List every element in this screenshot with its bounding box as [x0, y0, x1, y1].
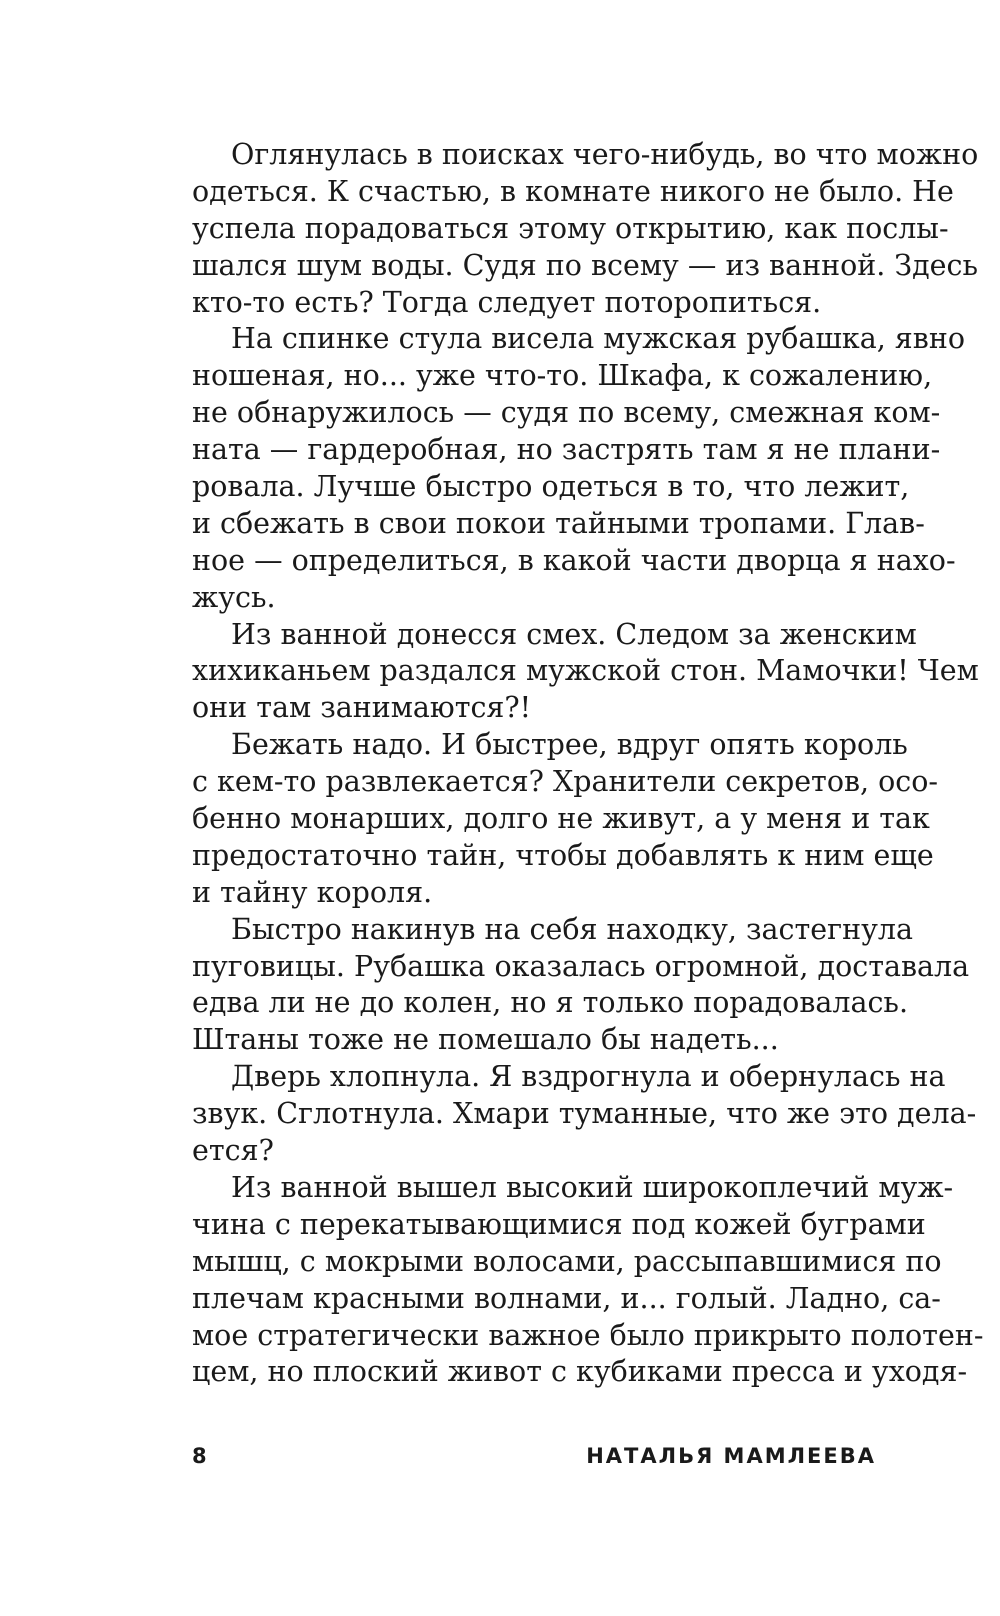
- text-line: Дверь хлопнула. Я вздрогнула и обернулась на: [231, 1060, 946, 1094]
- text-line: бенно монарших, долго не живут, а у меня и так: [192, 802, 930, 836]
- text-line: ется?: [192, 1134, 274, 1168]
- text-line: и тайну короля.: [192, 875, 433, 909]
- text-line: Быстро накинув на себя находку, застегнула: [231, 912, 913, 946]
- text-line: ношеная, но... уже что-то. Шкафа, к сожалению,: [192, 359, 933, 393]
- text-line: мышц, с мокрыми волосами, рассыпавшимися по: [192, 1244, 942, 1278]
- text-line: хихиканьем раздался мужской стон. Мамочки! Чем: [192, 654, 979, 688]
- text-line: ровала. Лучше быстро одеться в то, что лежит,: [192, 470, 910, 504]
- text-line: Оглянулась в поисках чего-нибудь, во что можно: [231, 138, 979, 171]
- text-line: они там занимаются?!: [192, 691, 532, 725]
- text-line: не обнаружилось — судя по всему, смежная ком-: [192, 396, 941, 430]
- text-line: Из ванной донесся смех. Следом за женским: [231, 617, 917, 651]
- text-line: жусь.: [192, 580, 276, 614]
- paragraph: [192, 912, 970, 1060]
- text-line: успела порадоваться этому открытию, как послы-: [192, 211, 949, 245]
- running-footer-author: НАТАЛЬЯ МАМЛЕЕВА: [586, 1444, 876, 1468]
- paragraph: [192, 727, 939, 911]
- text-line: ное — определиться, в какой части дворца я нахо-: [192, 543, 956, 577]
- text-line: и сбежать в свои покои тайными тропами. Глав-: [192, 506, 925, 540]
- text-line: Бежать надо. И быстрее, вдруг опять король: [231, 728, 908, 762]
- text-line: едва ли не до колен, но я только порадовалась.: [192, 986, 909, 1020]
- text-line: плечам красными волнами, и... голый. Ладно, са-: [192, 1281, 941, 1315]
- text-line: чина с перекатывающимися под кожей буграми: [192, 1207, 926, 1241]
- page-number: 8: [192, 1444, 207, 1468]
- text-line: с кем-то развлекается? Хранители секретов, осо-: [192, 765, 939, 799]
- text-line: цем, но плоский живот с кубиками пресса и уходя-: [192, 1355, 968, 1389]
- text-line: одеться. К счастью, в комнате никого не было. Не: [192, 174, 954, 208]
- text-line: Штаны тоже не помешало бы надеть...: [192, 1023, 779, 1057]
- text-line: ната — гардеробная, но застрять там я не плани-: [192, 433, 941, 467]
- text-line: шался шум воды. Судя по всему — из ванной. Здесь: [192, 248, 978, 282]
- paragraph: [192, 617, 979, 728]
- text-line: кто-то есть? Тогда следует поторопиться.: [192, 285, 822, 319]
- paragraph: [192, 321, 965, 616]
- paragraph: [192, 137, 979, 321]
- paragraph: [192, 1170, 984, 1391]
- text-line: звук. Сглотнула. Хмари туманные, что же это дела-: [192, 1097, 977, 1131]
- text-line: Из ванной вышел высокий широкоплечий муж-: [231, 1170, 954, 1204]
- text-line: пуговицы. Рубашка оказалась огромной, доставала: [192, 949, 970, 983]
- page-footer: [192, 1440, 876, 1480]
- paragraph: [192, 1059, 977, 1170]
- text-line: На спинке стула висела мужская рубашка, явно: [231, 322, 965, 356]
- text-line: предостаточно тайн, чтобы добавлять к ним еще: [192, 838, 934, 872]
- text-line: мое стратегически важное было прикрыто полотен-: [192, 1318, 984, 1352]
- body-text: [192, 137, 984, 1391]
